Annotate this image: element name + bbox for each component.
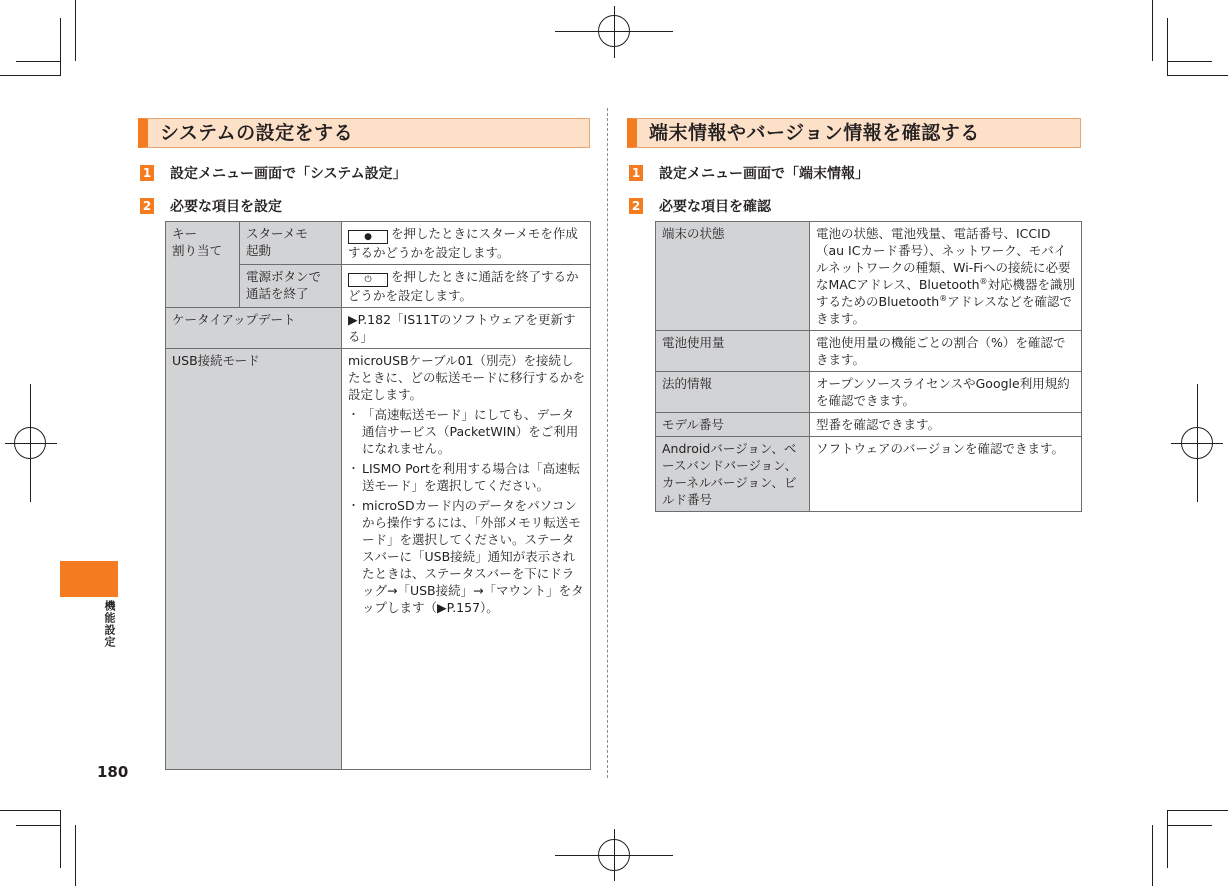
step-text: 必要な項目を設定 — [170, 199, 282, 215]
camera-icon: ● — [348, 230, 388, 244]
power-icon: ⏻ — [348, 273, 388, 287]
usb-mode-label: USB接続モード — [166, 349, 342, 770]
step-number: 1 — [140, 165, 154, 181]
row-label: Androidバージョン、ベースバンドバージョン、カーネルバージョン、ビルド番号 — [656, 437, 810, 512]
row-label: 電池使用量 — [656, 331, 810, 372]
table-row — [656, 413, 1082, 437]
usb-mode-cell — [342, 349, 591, 770]
row-desc: ソフトウェアのバージョンを確認できます。 — [810, 437, 1082, 512]
row-label: 端末の状態 — [656, 222, 810, 331]
table-row — [656, 331, 1082, 372]
step-text: 設定メニュー画面で「システム設定」 — [170, 166, 407, 182]
star-memo-desc: を押したときにスターメモを作成するかどうかを設定します。 — [348, 226, 578, 260]
star-memo-cell — [342, 222, 591, 265]
row-desc — [810, 222, 1082, 331]
step-1 — [629, 163, 869, 183]
step-2 — [140, 196, 282, 216]
power-end-label: 電源ボタンで 通話を終了 — [240, 265, 342, 308]
step-text: 設定メニュー画面で「端末情報」 — [659, 166, 869, 182]
keytai-update-desc: ▶P.182「IS11Tのソフトウェアを更新する」 — [342, 308, 591, 349]
step-2 — [629, 196, 771, 216]
table-row — [656, 222, 1082, 331]
step-number: 1 — [629, 165, 643, 181]
registered-mark: ® — [979, 276, 988, 286]
step-number: 2 — [140, 198, 154, 214]
usb-bullet: ・ microSDカード内のデータをパソコンから操作するには、「外部メモリ転送モード」を選択してください。ステータスバーに「USB接続」通知が表示されたときは、ステータスバーを下にドラッグ→「USB接続」→「マウント」をタップします（▶P.157）。 — [348, 497, 585, 616]
key-assign-label: キー 割り当て — [166, 222, 240, 308]
row-label: モデル番号 — [656, 413, 810, 437]
table-row — [656, 437, 1082, 512]
page-number: 180 — [97, 763, 129, 781]
column-divider — [607, 108, 608, 778]
device-info-table — [655, 221, 1082, 512]
step-number: 2 — [629, 198, 643, 214]
row-desc: 電池使用量の機能ごとの割合（%）を確認できます。 — [810, 331, 1082, 372]
chapter-tab-label: 機能設定 — [103, 600, 116, 648]
step-text: 必要な項目を確認 — [659, 199, 771, 215]
power-end-desc: を押したときに通話を終了するかどうかを設定します。 — [348, 269, 579, 303]
system-settings-table — [165, 221, 591, 770]
usb-bullet: ・ LISMO Portを利用する場合は「高速転送モード」を選択してください。 — [348, 460, 585, 494]
star-memo-label: スターメモ 起動 — [240, 222, 342, 265]
device-status-desc-c: アドレスなどを確認できます。 — [816, 294, 1072, 326]
chapter-tab — [60, 561, 118, 597]
device-status-desc-a: 電池の状態、電池残量、電話番号、ICCID（au ICカード番号）、ネットワーク、モバイルネットワークの種類、Wi-Fiへの接続に必要なMACアドレス、Bluetooth — [816, 226, 1071, 292]
row-desc: 型番を確認できます。 — [810, 413, 1082, 437]
step-1 — [140, 163, 407, 183]
power-end-cell — [342, 265, 591, 308]
device-status-desc-b: 対応機器を識別するためのBluetooth — [816, 277, 1076, 309]
usb-mode-desc: microUSBケーブル01（別売）を接続したときに、どの転送モードに移行するかを設定します。 — [348, 353, 586, 402]
registered-mark: ® — [939, 293, 948, 303]
row-label: 法的情報 — [656, 372, 810, 413]
section-title-system-settings: システムの設定をする — [138, 118, 590, 148]
table-row — [656, 372, 1082, 413]
section-title-device-info: 端末情報やバージョン情報を確認する — [627, 118, 1081, 148]
keytai-update-label: ケータイアップデート — [166, 308, 342, 349]
usb-bullet: ・ 「高速転送モード」にしても、データ通信サービス（PacketWIN）をご利用になれません。 — [348, 406, 585, 457]
row-desc: オープンソースライセンスやGoogle利用規約を確認できます。 — [810, 372, 1082, 413]
